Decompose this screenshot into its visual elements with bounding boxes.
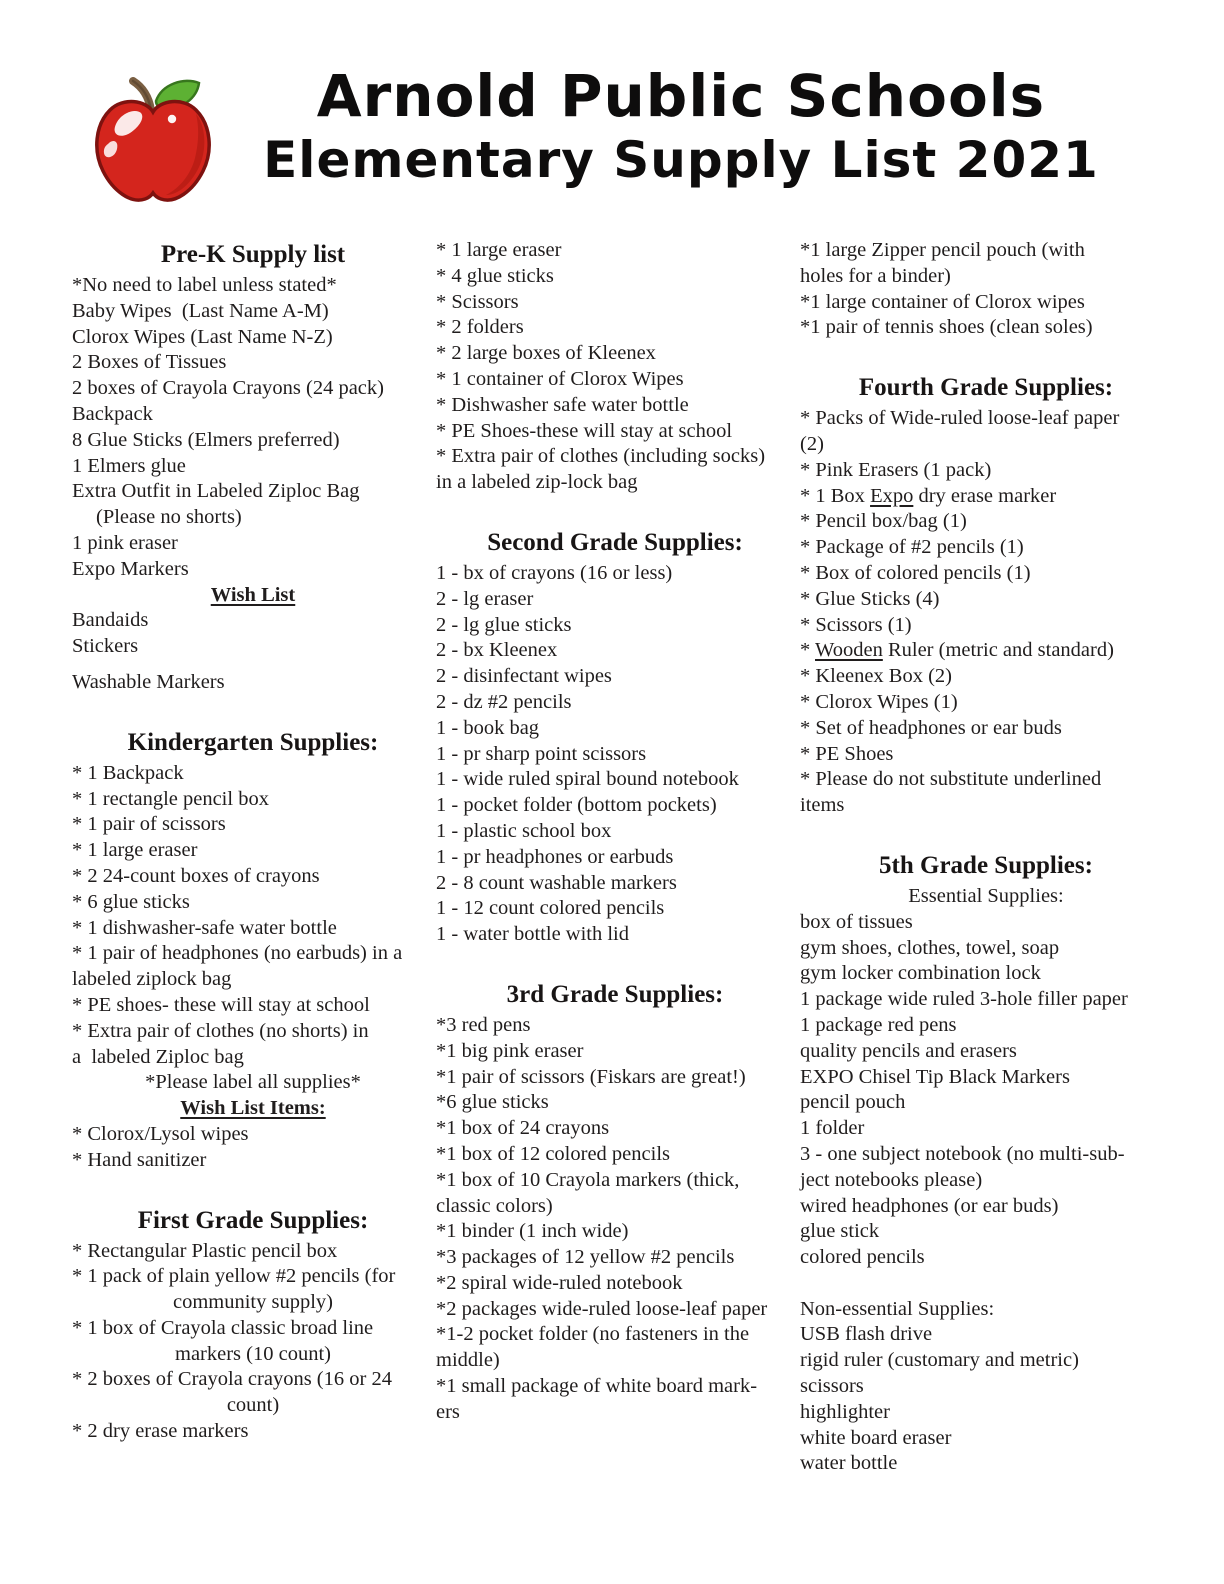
supply-item: *1 large Zipper pencil pouch (with (800, 239, 1085, 261)
supply-item: * 2 boxes of Crayola crayons (16 or 24 (72, 1368, 392, 1391)
supply-item: middle) (436, 1349, 500, 1372)
supply-item: * Box of colored pencils (1) (800, 561, 1031, 584)
supply-item: white board eraser (800, 1426, 952, 1449)
supply-item: box of tissues (800, 910, 913, 933)
supply-item: wired headphones (or ear buds) (800, 1194, 1059, 1217)
supply-item: (Please no shorts) (96, 506, 242, 529)
supply-item: * 1 dishwasher-safe water bottle (72, 916, 337, 939)
supply-item: * Please do not substitute underlined (800, 768, 1102, 791)
supply-item: * Kleenex Box (2) (800, 665, 952, 688)
supply-item: *1 box of 10 Crayola markers (thick, (436, 1168, 740, 1191)
supply-item: 2 Boxes of Tissues (72, 351, 227, 374)
supply-item: highlighter (800, 1400, 890, 1423)
section-heading: Kindergarten Supplies: (127, 728, 379, 756)
title-line-2: Elementary Supply List 2021 (263, 131, 1099, 189)
supply-item: 1 package wide ruled 3-hole filler paper (800, 988, 1128, 1011)
supply-item: Extra Outfit in Labeled Ziploc Bag (72, 480, 360, 503)
apple-icon (92, 74, 214, 211)
supply-item: 1 - 12 count colored pencils (436, 897, 665, 920)
supply-item: 2 - disinfectant wipes (436, 665, 612, 688)
supply-item: ers (436, 1400, 460, 1423)
supply-section (72, 1204, 434, 1445)
supply-item: 1 pink eraser (72, 531, 178, 554)
supply-section (436, 238, 794, 496)
supply-item: 1 - wide ruled spiral bound notebook (436, 768, 739, 791)
supply-item: * Dishwasher safe water bottle (436, 393, 689, 416)
supply-item: * Scissors (436, 290, 519, 313)
supply-item: gym locker combination lock (800, 962, 1041, 985)
supply-item: *1 small package of white board mark- (436, 1375, 758, 1398)
supply-item: Wish List Items: (180, 1097, 326, 1120)
supply-item: 1 - plastic school box (436, 819, 612, 842)
supply-item: Washable Markers (72, 670, 225, 693)
blank-line (800, 1271, 1172, 1297)
supply-item: * 2 24-count boxes of crayons (72, 864, 320, 887)
supply-item: * 1 rectangle pencil box (72, 787, 269, 810)
text-segment: dry erase marker (913, 484, 1057, 507)
supply-item: * Set of headphones or ear buds (800, 716, 1062, 739)
supply-item: 1 folder (800, 1117, 865, 1140)
supply-item: * 2 dry erase markers (72, 1420, 249, 1443)
supply-item: * 2 folders (436, 316, 524, 339)
supply-item: * Clorox Wipes (1) (800, 690, 958, 713)
supply-item: rigid ruler (customary and metric) (800, 1349, 1079, 1372)
column-1 (72, 238, 434, 1475)
supply-item: glue stick (800, 1220, 880, 1243)
supply-section (800, 238, 1172, 341)
section-heading: 5th Grade Supplies: (879, 851, 1093, 879)
supply-item: Baby Wipes (Last Name A-M) (72, 299, 329, 322)
supply-item: Essential Supplies: (908, 884, 1064, 907)
supply-item: * 4 glue sticks (436, 264, 554, 287)
supply-item: *6 glue sticks (436, 1091, 549, 1114)
supply-item: *3 red pens (436, 1013, 531, 1036)
supply-item: holes for a binder) (800, 264, 951, 287)
text-segment: * 1 Box (800, 484, 871, 507)
column-2 (436, 238, 794, 1456)
supply-item: 2 boxes of Crayola Crayons (24 pack) (72, 377, 384, 400)
supply-item: * PE Shoes-these will stay at school (436, 419, 733, 442)
supply-item: 8 Glue Sticks (Elmers preferred) (72, 428, 340, 451)
document-title (214, 62, 1148, 190)
supply-item: * 1 large eraser (72, 839, 198, 862)
supply-item: USB flash drive (800, 1323, 933, 1346)
supply-item: * 1 container of Clorox Wipes (436, 367, 684, 390)
supply-item: * Glue Sticks (4) (800, 587, 940, 610)
supply-item: Clorox Wipes (Last Name N-Z) (72, 325, 333, 348)
supply-item: 1 - water bottle with lid (436, 923, 629, 946)
supply-item: markers (10 count) (175, 1342, 331, 1365)
supply-item: * 1 box of Crayola classic broad line (72, 1316, 374, 1339)
section-heading: First Grade Supplies: (137, 1206, 369, 1234)
supply-item: * 1 pack of plain yellow #2 pencils (for (72, 1265, 396, 1288)
supply-item: in a labeled zip-lock bag (436, 471, 638, 494)
supply-item: * Hand sanitizer (72, 1148, 207, 1171)
supply-item: *2 spiral wide-ruled notebook (436, 1271, 683, 1294)
title-line-1: Arnold Public Schools (316, 62, 1046, 130)
supply-item: colored pencils (800, 1246, 925, 1269)
supply-item: *Please label all supplies* (145, 1071, 361, 1094)
supply-item (800, 638, 1172, 664)
supply-item: Bandaids (72, 609, 149, 632)
document-header (92, 62, 1148, 211)
supply-item: * 1 pair of headphones (no earbuds) in a (72, 942, 403, 965)
supply-item: 3 - one subject notebook (no multi-sub- (800, 1142, 1125, 1165)
supply-item: *No need to label unless stated* (72, 274, 337, 296)
supply-item: 1 - pocket folder (bottom pockets) (436, 794, 717, 817)
supply-item: 1 - pr headphones or earbuds (436, 845, 674, 868)
supply-item (800, 484, 1172, 510)
section-heading: Fourth Grade Supplies: (858, 374, 1114, 402)
supply-item: Stickers (72, 635, 139, 658)
supply-item: * Pink Erasers (1 pack) (800, 458, 992, 481)
supply-item: 1 - bx of crayons (16 or less) (436, 561, 673, 584)
supply-section (72, 238, 434, 696)
supply-item: *2 packages wide-ruled loose-leaf paper (436, 1297, 768, 1320)
supply-item: * Pencil box/bag (1) (800, 510, 967, 533)
supply-item: * 2 large boxes of Kleenex (436, 342, 656, 365)
supply-item: * Extra pair of clothes (no shorts) in (72, 1019, 369, 1042)
supply-item: a labeled Ziploc bag (72, 1045, 244, 1068)
supply-item: pencil pouch (800, 1091, 906, 1114)
supply-item: 1 - book bag (436, 716, 540, 739)
underlined-text: Wooden (815, 639, 883, 662)
supply-item: (2) (800, 432, 824, 455)
supply-item: * PE shoes- these will stay at school (72, 993, 370, 1016)
supply-item: *1 box of 24 crayons (436, 1117, 610, 1140)
supply-item: 2 - lg eraser (436, 587, 534, 610)
supply-item: labeled ziplock bag (72, 968, 232, 991)
supply-item: * Rectangular Plastic pencil box (72, 1239, 338, 1262)
supply-item: *1 large container of Clorox wipes (800, 290, 1085, 313)
supply-item: * 6 glue sticks (72, 890, 190, 913)
supply-item: Expo Markers (72, 557, 189, 580)
section-heading: Second Grade Supplies: (487, 528, 743, 556)
supply-item: scissors (800, 1375, 864, 1398)
supply-item: Non-essential Supplies: (800, 1297, 995, 1320)
text-segment: * (800, 639, 816, 662)
supply-item: * PE Shoes (800, 742, 894, 765)
supply-item: * Extra pair of clothes (including socks) (436, 445, 766, 468)
supply-item: * 1 large eraser (436, 239, 562, 261)
supply-item: items (800, 794, 845, 817)
supply-item: 2 - lg glue sticks (436, 613, 572, 636)
supply-item: *1 box of 12 colored pencils (436, 1142, 670, 1165)
text-segment: Ruler (metric and standard) (882, 639, 1114, 662)
supply-item: *3 packages of 12 yellow #2 pencils (436, 1246, 735, 1269)
supply-section (800, 849, 1172, 1477)
supply-item: *1 pair of scissors (Fiskars are great!) (436, 1065, 746, 1088)
supply-item: count) (226, 1394, 280, 1417)
supply-item: 2 - dz #2 pencils (436, 690, 572, 713)
supply-item: water bottle (800, 1452, 898, 1475)
supply-item: * Clorox/Lysol wipes (72, 1122, 249, 1145)
section-heading: 3rd Grade Supplies: (506, 980, 724, 1008)
supply-item: community supply) (172, 1291, 333, 1314)
supply-item: * Packs of Wide-ruled loose-leaf paper (800, 407, 1120, 430)
supply-item: 1 - pr sharp point scissors (436, 742, 647, 765)
supply-item: EXPO Chisel Tip Black Markers (800, 1065, 1070, 1088)
supply-item: 1 package red pens (800, 1013, 957, 1036)
supply-item: quality pencils and erasers (800, 1039, 1017, 1062)
supply-item: Wish List (210, 583, 296, 606)
supply-item: 1 Elmers glue (72, 454, 186, 477)
supply-item: *1-2 pocket folder (no fasteners in the (436, 1323, 750, 1346)
supply-item: ject notebooks please) (800, 1168, 983, 1191)
supply-item: * 1 Backpack (72, 761, 184, 784)
section-heading: Pre-K Supply list (160, 241, 346, 268)
supply-item: 2 - bx Kleenex (436, 639, 558, 662)
supply-section (800, 371, 1172, 819)
supply-section (72, 726, 434, 1174)
supply-item: 2 - 8 count washable markers (436, 871, 677, 894)
supply-item: *1 binder (1 inch wide) (436, 1220, 629, 1243)
underlined-text: Expo (870, 484, 914, 507)
supply-section (436, 526, 794, 948)
supply-item: gym shoes, clothes, towel, soap (800, 936, 1060, 959)
supply-item: classic colors) (436, 1194, 553, 1217)
supply-item: *1 pair of tennis shoes (clean soles) (800, 316, 1093, 339)
supply-section (436, 978, 794, 1426)
supply-item: Backpack (72, 402, 153, 425)
supply-item: * Package of #2 pencils (1) (800, 536, 1024, 559)
supply-item: * Scissors (1) (800, 613, 912, 636)
supply-item: * 1 pair of scissors (72, 813, 226, 836)
column-3 (800, 238, 1172, 1507)
supply-item: *1 big pink eraser (436, 1039, 584, 1062)
